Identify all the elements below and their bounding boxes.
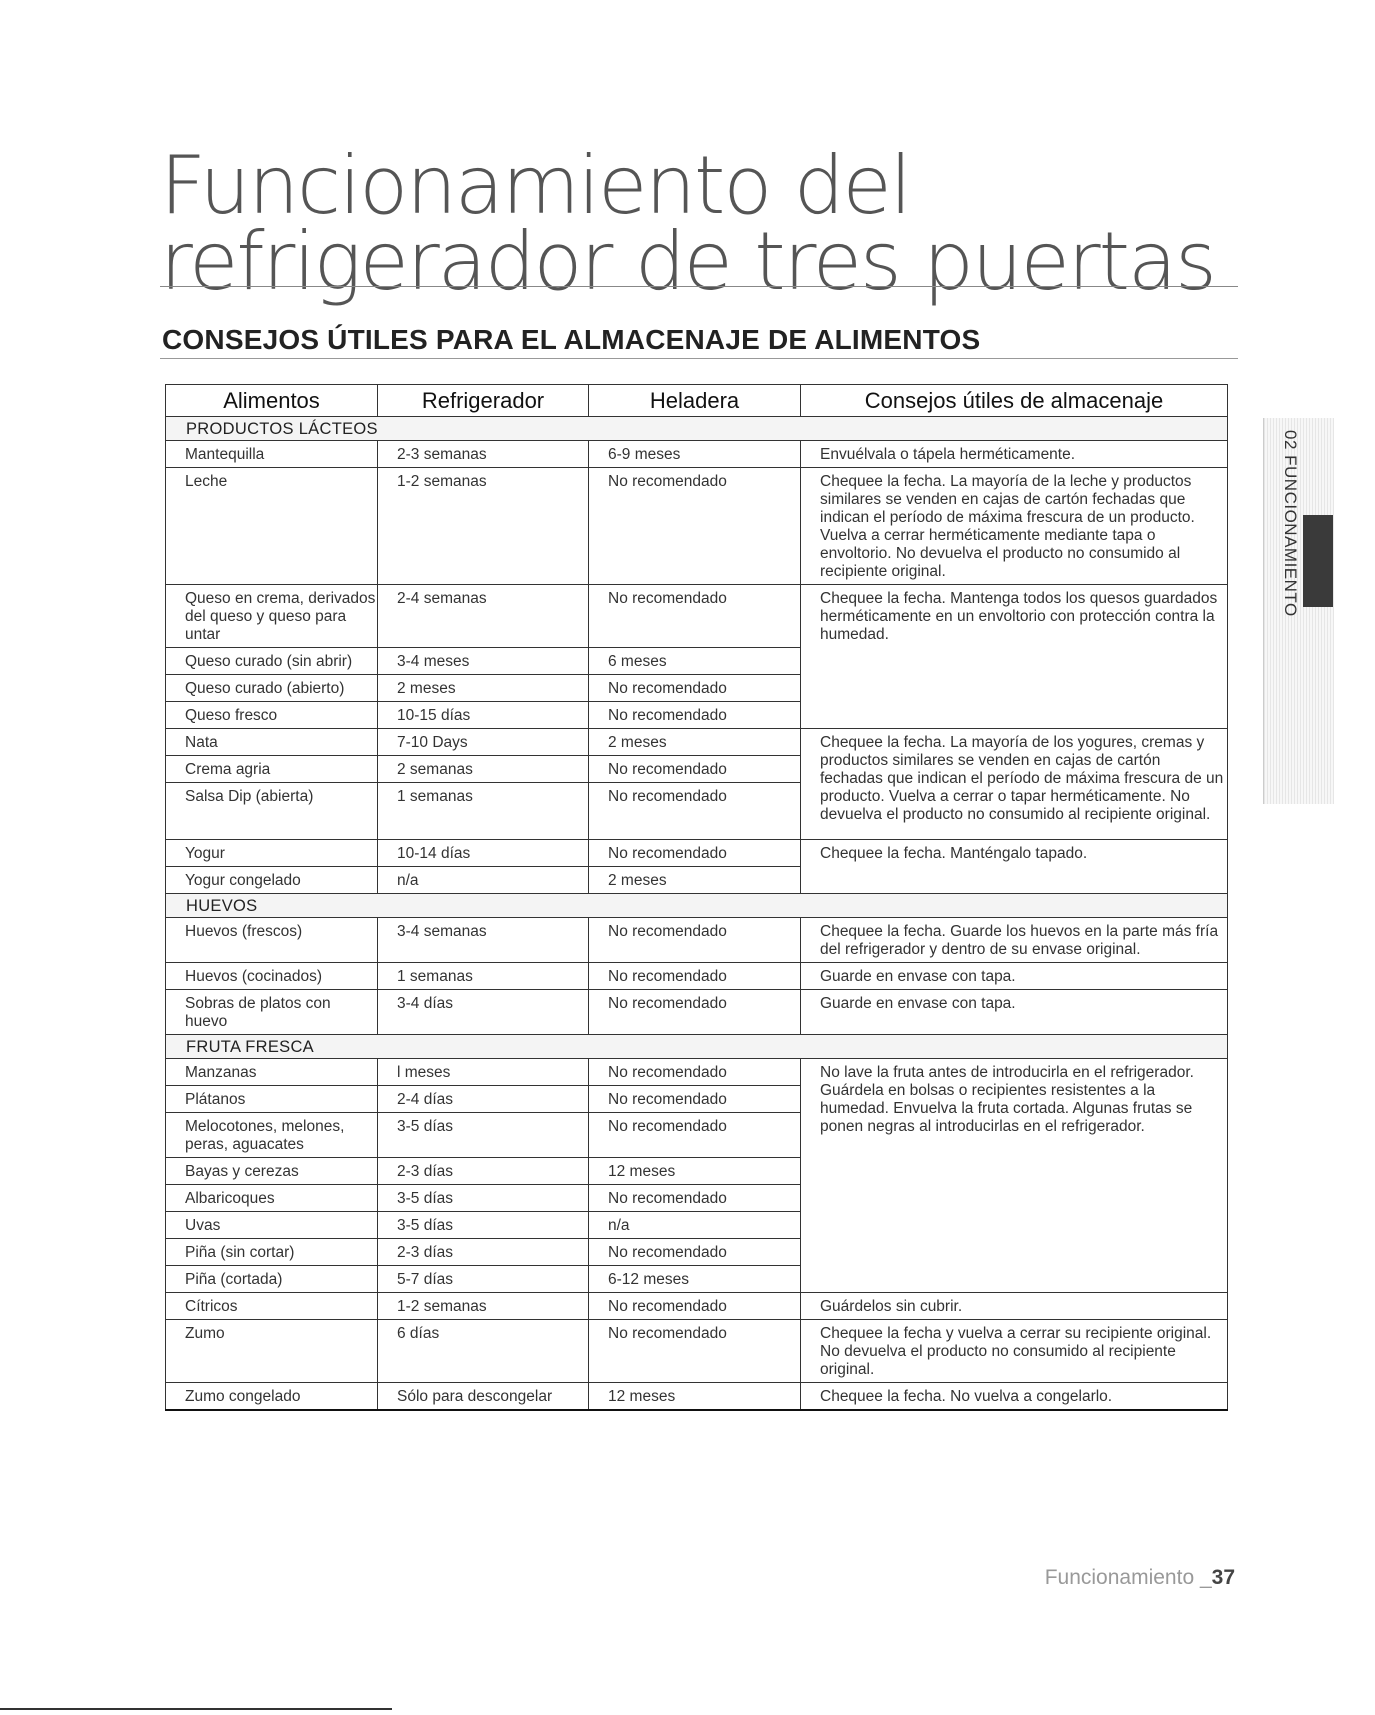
food-name: Zumo bbox=[166, 1320, 378, 1383]
freezer-time: No recomendado bbox=[589, 702, 801, 729]
food-name: Uvas bbox=[166, 1212, 378, 1239]
food-name: Yogur congelado bbox=[166, 867, 378, 894]
category-row-dairy bbox=[166, 417, 1228, 441]
table-row bbox=[166, 990, 1228, 1035]
section-rule bbox=[160, 358, 1238, 359]
fridge-time: Sólo para descongelar bbox=[378, 1383, 589, 1411]
freezer-time: No recomendado bbox=[589, 1293, 801, 1320]
chapter-side-tab-marker bbox=[1303, 515, 1333, 607]
freezer-time: No recomendado bbox=[589, 1086, 801, 1113]
food-name: Mantequilla bbox=[166, 441, 378, 468]
food-name: Cítricos bbox=[166, 1293, 378, 1320]
food-name: Huevos (cocinados) bbox=[166, 963, 378, 990]
fridge-time: 3-4 meses bbox=[378, 648, 589, 675]
category-label: FRUTA FRESCA bbox=[166, 1035, 1228, 1059]
food-name: Sobras de platos con huevo bbox=[166, 990, 378, 1035]
fridge-time: 2-3 días bbox=[378, 1239, 589, 1266]
freezer-time: No recomendado bbox=[589, 1320, 801, 1383]
food-storage-table bbox=[165, 384, 1228, 1411]
storage-tip: Guarde en envase con tapa. bbox=[801, 990, 1228, 1035]
fridge-time: 2 semanas bbox=[378, 756, 589, 783]
fridge-time: 5-7 días bbox=[378, 1266, 589, 1293]
storage-tip: Chequee la fecha. Guarde los huevos en la parte más fría del refrigerador y dentro de su envase original. bbox=[801, 918, 1228, 963]
food-name: Huevos (frescos) bbox=[166, 918, 378, 963]
table-row bbox=[166, 1293, 1228, 1320]
food-name: Yogur bbox=[166, 840, 378, 867]
fridge-time: 7-10 Days bbox=[378, 729, 589, 756]
fridge-time: 3-4 días bbox=[378, 990, 589, 1035]
table-row bbox=[166, 441, 1228, 468]
freezer-time: No recomendado bbox=[589, 1113, 801, 1158]
food-name: Plátanos bbox=[166, 1086, 378, 1113]
food-name: Melocotones, melones, peras, aguacates bbox=[166, 1113, 378, 1158]
table-row bbox=[166, 1059, 1228, 1086]
title-rule bbox=[160, 286, 1238, 287]
freezer-time: No recomendado bbox=[589, 585, 801, 648]
category-label: HUEVOS bbox=[166, 894, 1228, 918]
freezer-time: 6 meses bbox=[589, 648, 801, 675]
header-alimentos: Alimentos bbox=[166, 385, 378, 417]
fridge-time: 3-5 días bbox=[378, 1212, 589, 1239]
freezer-time: 12 meses bbox=[589, 1158, 801, 1185]
freezer-time: No recomendado bbox=[589, 1059, 801, 1086]
page-number: 37 bbox=[1211, 1566, 1235, 1589]
chapter-side-tab-label: 02 FUNCIONAMIENTO bbox=[1281, 430, 1300, 617]
food-name: Albaricoques bbox=[166, 1185, 378, 1212]
table-row bbox=[166, 963, 1228, 990]
fridge-time: 1-2 semanas bbox=[378, 1293, 589, 1320]
fridge-time: 10-14 días bbox=[378, 840, 589, 867]
freezer-time: 2 meses bbox=[589, 729, 801, 756]
freezer-time: No recomendado bbox=[589, 918, 801, 963]
table-row bbox=[166, 729, 1228, 756]
storage-tip: Chequee la fecha. Mantenga todos los quesos guardados herméticamente en un envoltorio con protección contra la humedad. bbox=[801, 585, 1228, 729]
storage-tip: Guarde en envase con tapa. bbox=[801, 963, 1228, 990]
freezer-time: No recomendado bbox=[589, 468, 801, 585]
fridge-time: 2 meses bbox=[378, 675, 589, 702]
fridge-time: 2-3 días bbox=[378, 1158, 589, 1185]
fridge-time: 10-15 días bbox=[378, 702, 589, 729]
freezer-time: 2 meses bbox=[589, 867, 801, 894]
food-name: Nata bbox=[166, 729, 378, 756]
freezer-time: No recomendado bbox=[589, 990, 801, 1035]
freezer-time: No recomendado bbox=[589, 840, 801, 867]
fridge-time: 2-3 semanas bbox=[378, 441, 589, 468]
page-footer bbox=[1045, 1566, 1235, 1590]
category-row-eggs bbox=[166, 894, 1228, 918]
food-name: Piña (sin cortar) bbox=[166, 1239, 378, 1266]
storage-tip: No lave la fruta antes de introducirla en el refrigerador. Guárdela en bolsas o recipientes resistentes a la humedad. Envuelva la fruta cortada. Algunas frutas se ponen negras al introducirlas en el refrigerador. bbox=[801, 1059, 1228, 1293]
freezer-time: No recomendado bbox=[589, 1185, 801, 1212]
food-name: Zumo congelado bbox=[166, 1383, 378, 1411]
table-header-row bbox=[166, 385, 1228, 417]
freezer-time: 6-9 meses bbox=[589, 441, 801, 468]
freezer-time: No recomendado bbox=[589, 963, 801, 990]
freezer-time: No recomendado bbox=[589, 783, 801, 840]
food-name: Piña (cortada) bbox=[166, 1266, 378, 1293]
fridge-time: l meses bbox=[378, 1059, 589, 1086]
freezer-time: 12 meses bbox=[589, 1383, 801, 1411]
fridge-time: n/a bbox=[378, 867, 589, 894]
table-row bbox=[166, 1320, 1228, 1383]
food-name: Queso en crema, derivados del queso y queso para untar bbox=[166, 585, 378, 648]
food-name: Queso fresco bbox=[166, 702, 378, 729]
page-title: Funcionamiento del refrigerador de tres puertas bbox=[160, 139, 1215, 308]
freezer-time: 6-12 meses bbox=[589, 1266, 801, 1293]
storage-tip: Chequee la fecha. No vuelva a congelarlo. bbox=[801, 1383, 1228, 1411]
category-label: PRODUCTOS LÁCTEOS bbox=[166, 417, 1228, 441]
table-row bbox=[166, 585, 1228, 648]
section-heading: CONSEJOS ÚTILES PARA EL ALMACENAJE DE ALIMENTOS bbox=[162, 324, 981, 355]
bottom-scan-line bbox=[0, 1708, 392, 1710]
freezer-time: No recomendado bbox=[589, 675, 801, 702]
fridge-time: 1 semanas bbox=[378, 963, 589, 990]
category-row-fruit bbox=[166, 1035, 1228, 1059]
storage-tip: Envuélvala o tápela herméticamente. bbox=[801, 441, 1228, 468]
header-heladera: Heladera bbox=[589, 385, 801, 417]
fridge-time: 2-4 semanas bbox=[378, 585, 589, 648]
food-name: Queso curado (sin abrir) bbox=[166, 648, 378, 675]
storage-tip: Guárdelos sin cubrir. bbox=[801, 1293, 1228, 1320]
fridge-time: 1 semanas bbox=[378, 783, 589, 840]
table-row bbox=[166, 918, 1228, 963]
fridge-time: 1-2 semanas bbox=[378, 468, 589, 585]
fridge-time: 3-4 semanas bbox=[378, 918, 589, 963]
table-row bbox=[166, 1383, 1228, 1411]
fridge-time: 3-5 días bbox=[378, 1113, 589, 1158]
food-name: Manzanas bbox=[166, 1059, 378, 1086]
storage-tip: Chequee la fecha. La mayoría de los yogures, cremas y productos similares se venden en cajas de cartón fechadas que indican el período de máxima frescura de un producto. Vuelva a cerrar o tapar herméticamente. No devuelva el producto no consumido al recipiente original. bbox=[801, 729, 1228, 840]
storage-tip: Chequee la fecha y vuelva a cerrar su recipiente original. No devuelva el producto no consumido al recipiente original. bbox=[801, 1320, 1228, 1383]
fridge-time: 2-4 días bbox=[378, 1086, 589, 1113]
food-name: Crema agria bbox=[166, 756, 378, 783]
freezer-time: No recomendado bbox=[589, 756, 801, 783]
header-refrigerador: Refrigerador bbox=[378, 385, 589, 417]
storage-tip: Chequee la fecha. La mayoría de la leche y productos similares se venden en cajas de cartón fechadas que indican el período de máxima frescura de un producto. Vuelva a cerrar herméticamente mediante tapa o envoltorio. No devuelva el producto no consumido al recipiente original. bbox=[801, 468, 1228, 585]
freezer-time: n/a bbox=[589, 1212, 801, 1239]
food-name: Bayas y cerezas bbox=[166, 1158, 378, 1185]
header-consejos: Consejos útiles de almacenaje bbox=[801, 385, 1228, 417]
table-row bbox=[166, 468, 1228, 585]
freezer-time: No recomendado bbox=[589, 1239, 801, 1266]
fridge-time: 6 días bbox=[378, 1320, 589, 1383]
fridge-time: 3-5 días bbox=[378, 1185, 589, 1212]
food-name: Queso curado (abierto) bbox=[166, 675, 378, 702]
footer-label: Funcionamiento _ bbox=[1044, 1566, 1212, 1589]
food-name: Leche bbox=[166, 468, 378, 585]
food-name: Salsa Dip (abierta) bbox=[166, 783, 378, 840]
table-row bbox=[166, 840, 1228, 867]
storage-tip: Chequee la fecha. Manténgalo tapado. bbox=[801, 840, 1228, 894]
